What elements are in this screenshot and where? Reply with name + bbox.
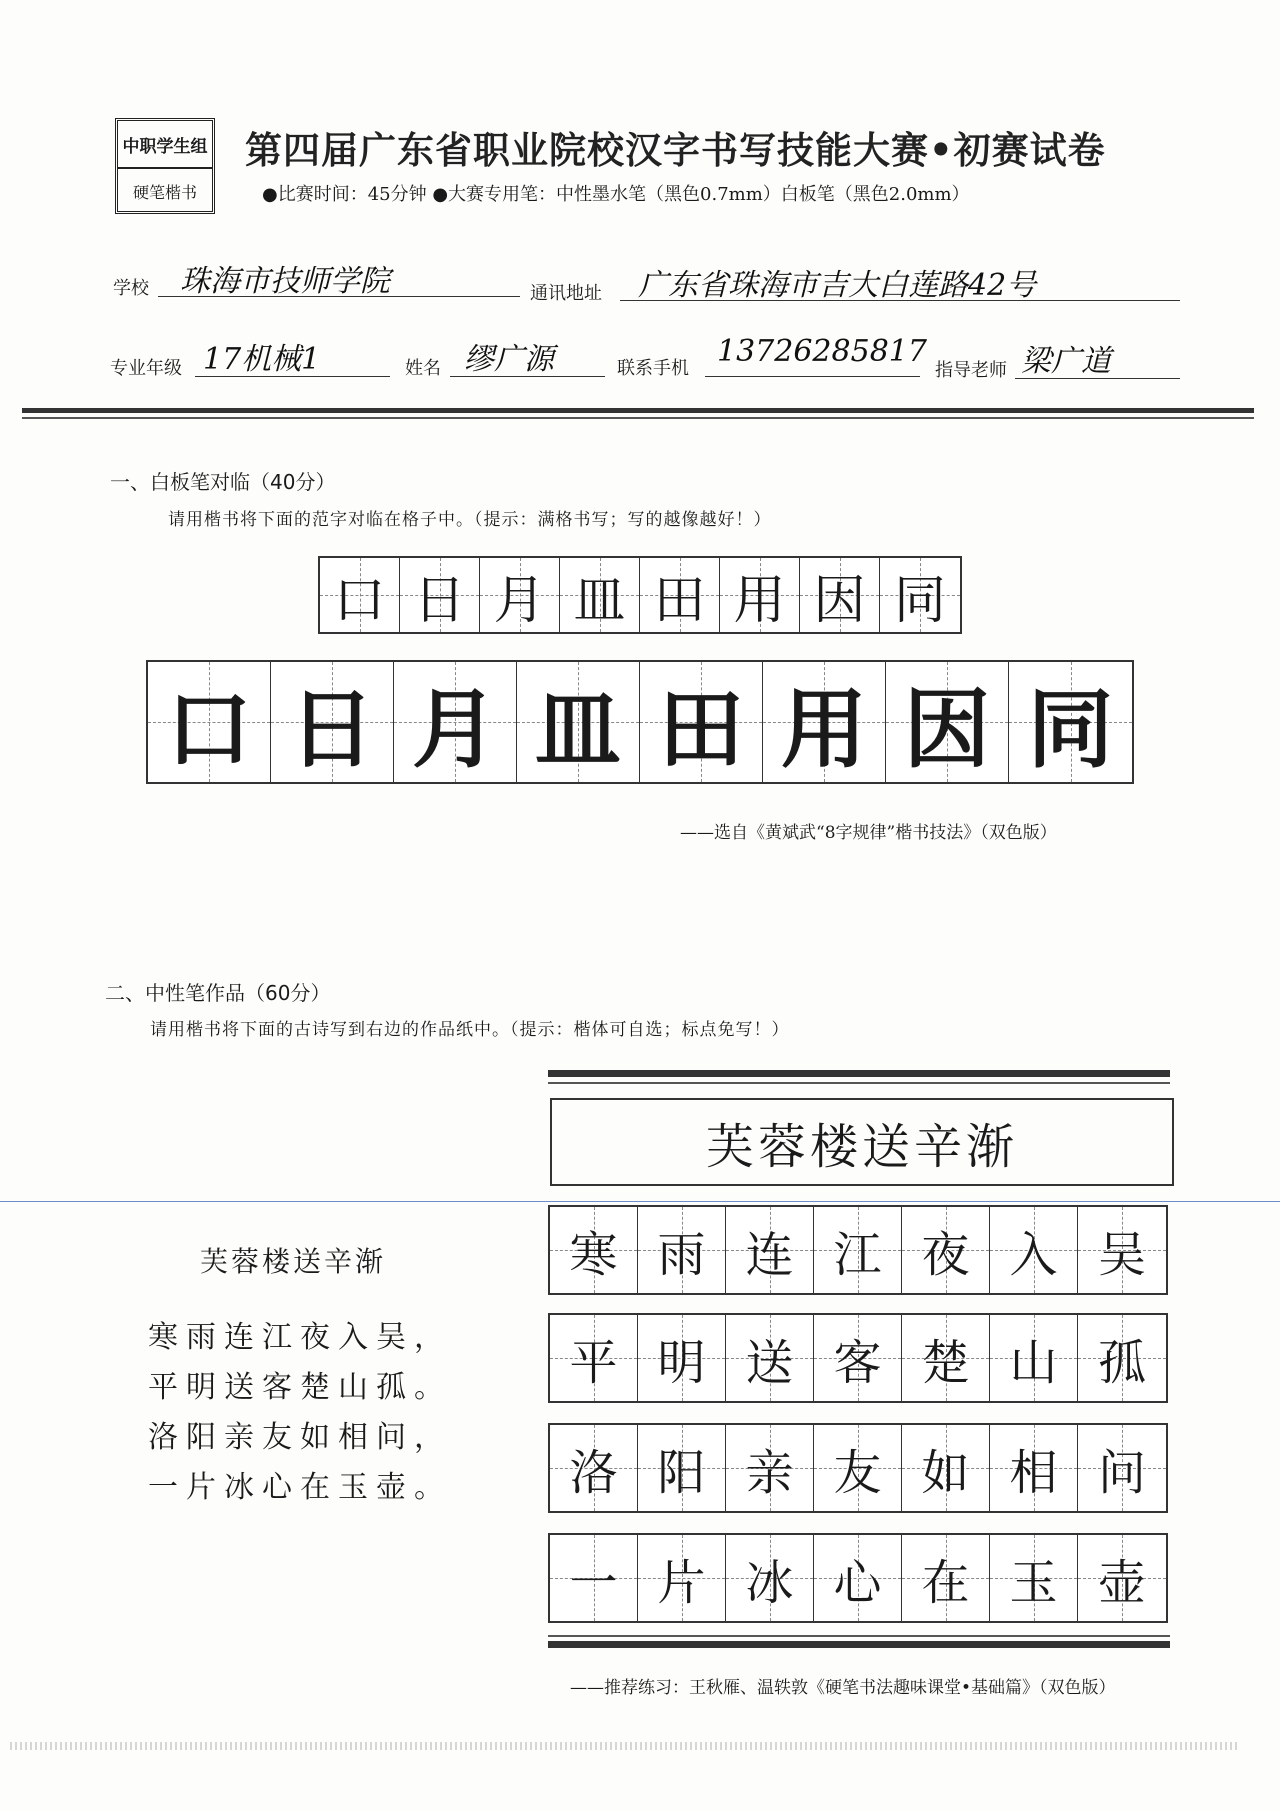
poem-cell[interactable]: 冰 bbox=[726, 1535, 814, 1621]
phone-field[interactable] bbox=[705, 334, 927, 377]
name-field[interactable] bbox=[450, 336, 605, 377]
address-field[interactable] bbox=[620, 262, 1180, 301]
poem-line: 寒雨连江夜入吴， bbox=[148, 1320, 452, 1355]
poem-cell[interactable]: 明 bbox=[638, 1315, 726, 1401]
teacher-value: 梁广道 bbox=[1021, 344, 1111, 379]
name-value: 缪广源 bbox=[464, 342, 554, 377]
poem-cell[interactable]: 如 bbox=[902, 1425, 990, 1511]
practice-cell[interactable]: 同 bbox=[880, 558, 960, 632]
poem-cell[interactable]: 客 bbox=[814, 1315, 902, 1401]
poem-cell[interactable]: 楚 bbox=[902, 1315, 990, 1401]
practice-cell[interactable]: 因 bbox=[800, 558, 880, 632]
teacher-field[interactable] bbox=[1015, 338, 1180, 379]
page-title: 第四届广东省职业院校汉字书写技能大赛•初赛试卷 bbox=[245, 129, 1106, 172]
paper-title: 芙蓉楼送辛渐 bbox=[705, 1118, 1018, 1175]
poem-cell[interactable]: 山 bbox=[990, 1315, 1078, 1401]
paper-bottom-bar bbox=[548, 1641, 1170, 1648]
address-value: 广东省珠海市吉大白莲路42号 bbox=[638, 268, 1037, 303]
poem-cell[interactable]: 洛 bbox=[550, 1425, 638, 1511]
poem-cell[interactable]: 片 bbox=[638, 1535, 726, 1621]
model-cell: 口 bbox=[148, 662, 271, 782]
poem-cell[interactable]: 平 bbox=[550, 1315, 638, 1401]
exam-info: ●比赛时间：45分钟 ●大赛专用笔：中性墨水笔（黑色0.7mm）白板笔（黑色2.0mm） bbox=[262, 184, 970, 205]
poem-row-3 bbox=[548, 1423, 1168, 1513]
poem-cell[interactable]: 孤 bbox=[1078, 1315, 1166, 1401]
section1-instruction: 请用楷书将下面的范字对临在格子中。（提示：满格书写；写的越像越好！） bbox=[168, 510, 772, 530]
poem-row-2 bbox=[548, 1313, 1168, 1403]
section1-source: ——选自《黄斌武“8字规律”楷书技法》（双色版） bbox=[680, 823, 1057, 843]
group-box bbox=[115, 118, 215, 214]
school-label: 学校 bbox=[113, 278, 149, 299]
group-label: 中职学生组 bbox=[118, 121, 212, 169]
poem-cell[interactable]: 送 bbox=[726, 1315, 814, 1401]
poem-cell[interactable]: 寒 bbox=[550, 1207, 638, 1293]
poem-cell[interactable]: 阳 bbox=[638, 1425, 726, 1511]
school-value: 珠海市技师学院 bbox=[180, 264, 390, 299]
practice-cell[interactable]: 皿 bbox=[560, 558, 640, 632]
poem-cell[interactable]: 在 bbox=[902, 1535, 990, 1621]
poem-cell[interactable]: 玉 bbox=[990, 1535, 1078, 1621]
model-cell: 皿 bbox=[517, 662, 640, 782]
phone-value: 13726285817 bbox=[717, 334, 927, 369]
style-label: 硬笔楷书 bbox=[132, 182, 197, 202]
poem-cell[interactable]: 一 bbox=[550, 1535, 638, 1621]
practice-cell[interactable]: 用 bbox=[720, 558, 800, 632]
scan-edge bbox=[10, 1742, 1240, 1750]
model-cell: 日 bbox=[271, 662, 394, 782]
paper-bottom-line bbox=[548, 1635, 1170, 1637]
model-cell: 田 bbox=[640, 662, 763, 782]
phone-label: 联系手机 bbox=[617, 358, 689, 379]
poem-cell[interactable]: 连 bbox=[726, 1207, 814, 1293]
poem-cell[interactable]: 问 bbox=[1078, 1425, 1166, 1511]
section2-instruction: 请用楷书将下面的古诗写到右边的作品纸中。（提示：楷体可自选；标点免写！） bbox=[150, 1020, 790, 1040]
major-value: 17机械1 bbox=[203, 342, 321, 377]
poem-cell[interactable]: 友 bbox=[814, 1425, 902, 1511]
poem-cell[interactable]: 雨 bbox=[638, 1207, 726, 1293]
poem-line: 平明送客楚山孤。 bbox=[148, 1370, 452, 1405]
poem-title: 芙蓉楼送辛渐 bbox=[200, 1245, 387, 1278]
section1-heading: 一、白板笔对临（40分） bbox=[110, 470, 336, 494]
poem-cell[interactable]: 夜 bbox=[902, 1207, 990, 1293]
poem-line: 一片冰心在玉壶。 bbox=[148, 1470, 452, 1505]
poem-cell[interactable]: 吴 bbox=[1078, 1207, 1166, 1293]
model-grid bbox=[146, 660, 1134, 784]
scan-line bbox=[0, 1201, 1280, 1202]
practice-grid bbox=[318, 556, 962, 634]
major-field[interactable] bbox=[195, 336, 390, 377]
poem-cell[interactable]: 亲 bbox=[726, 1425, 814, 1511]
header-divider-thin bbox=[22, 417, 1254, 419]
header-divider bbox=[22, 408, 1254, 413]
practice-cell[interactable]: 田 bbox=[640, 558, 720, 632]
model-cell: 用 bbox=[763, 662, 886, 782]
major-label: 专业年级 bbox=[110, 358, 182, 379]
address-label: 通讯地址 bbox=[530, 283, 602, 304]
poem-line: 洛阳亲友如相问， bbox=[148, 1420, 452, 1455]
model-cell: 月 bbox=[394, 662, 517, 782]
poem-row-4 bbox=[548, 1533, 1168, 1623]
model-cell: 同 bbox=[1009, 662, 1132, 782]
poem-cell[interactable]: 壶 bbox=[1078, 1535, 1166, 1621]
section2-heading: 二、中性笔作品（60分） bbox=[105, 981, 331, 1005]
recommend-text: ——推荐练习：王秋雁、温轶敦《硬笔书法趣味课堂•基础篇》（双色版） bbox=[570, 1678, 1116, 1698]
paper-top-line bbox=[548, 1082, 1170, 1084]
poem-cell[interactable]: 入 bbox=[990, 1207, 1078, 1293]
poem-cell[interactable]: 相 bbox=[990, 1425, 1078, 1511]
school-field[interactable] bbox=[158, 258, 520, 297]
teacher-label: 指导老师 bbox=[935, 360, 1007, 381]
poem-row-1 bbox=[548, 1205, 1168, 1295]
name-label: 姓名 bbox=[405, 358, 441, 379]
paper-top-bar bbox=[548, 1070, 1170, 1077]
poem-cell[interactable]: 江 bbox=[814, 1207, 902, 1293]
poem-cell[interactable]: 心 bbox=[814, 1535, 902, 1621]
model-cell: 因 bbox=[886, 662, 1009, 782]
practice-cell[interactable]: 月 bbox=[480, 558, 560, 632]
practice-cell[interactable]: 口 bbox=[320, 558, 400, 632]
paper-title-box[interactable] bbox=[550, 1098, 1174, 1186]
practice-cell[interactable]: 日 bbox=[400, 558, 480, 632]
